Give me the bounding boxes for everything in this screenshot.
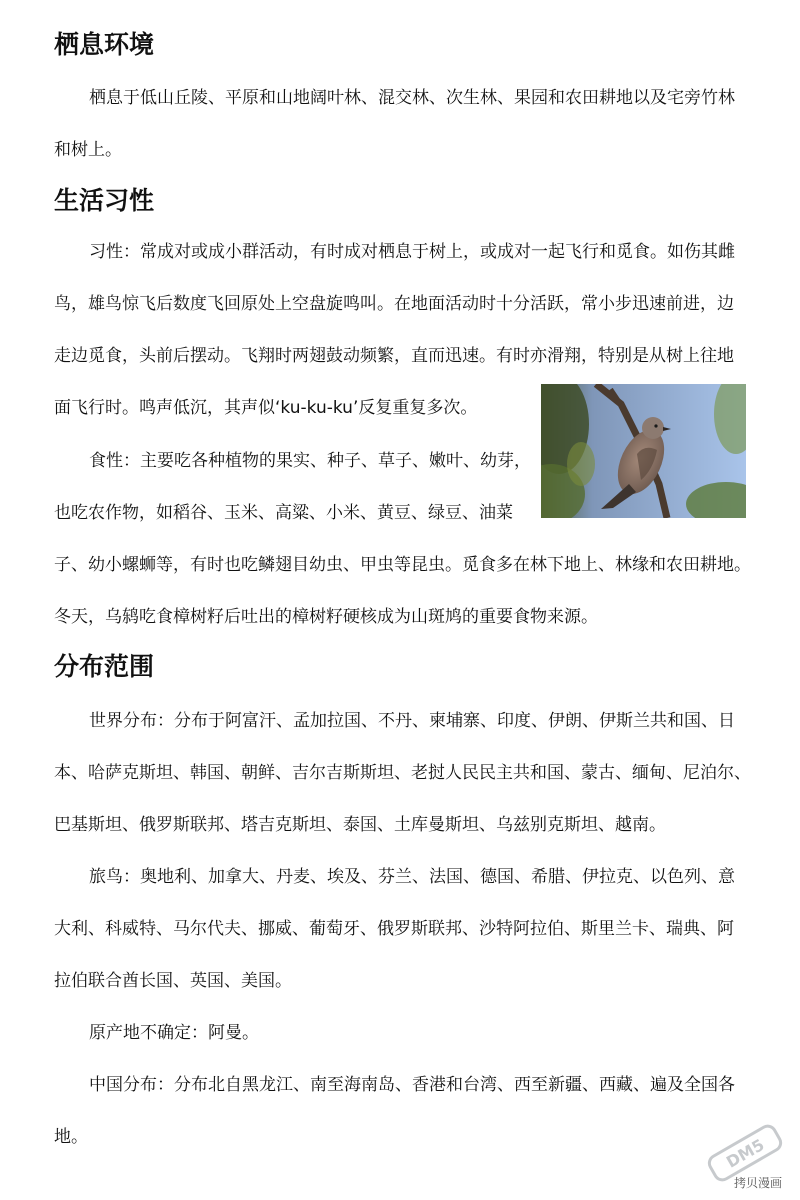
paragraph-line: 和树上。 (54, 140, 122, 160)
svg-text:DM5: DM5 (723, 1135, 768, 1172)
paragraph-line: 也吃农作物，如稻谷、玉米、高粱、小米、黄豆、绿豆、油菜 (54, 503, 513, 523)
heading-habits: 生活习性 (54, 186, 155, 215)
watermark-caption: 拷贝漫画 (734, 1176, 783, 1190)
paragraph-line: 栖息于低山丘陵、平原和山地阔叶林、混交林、次生林、果园和农田耕地以及宅旁竹林 (89, 88, 735, 108)
paragraph-line: 鸟，雄鸟惊飞后数度飞回原处上空盘旋鸣叫。在地面活动时十分活跃，常小步迅速前进，边 (54, 294, 734, 314)
paragraph-line: 面飞行时。鸣声低沉，其声似‘ku-ku-ku’反复重复多次。 (54, 398, 478, 418)
paragraph-line: 拉伯联合酋长国、英国、美国。 (54, 971, 292, 991)
paragraph-line: 旅鸟：奥地利、加拿大、丹麦、埃及、芬兰、法国、德国、希腊、伊拉克、以色列、意 (89, 867, 735, 887)
paragraph-line: 冬天，乌鸫吃食樟树籽后吐出的樟树籽硬核成为山斑鸠的重要食物来源。 (54, 607, 598, 627)
paragraph-line: 大利、科威特、马尔代夫、挪威、葡萄牙、俄罗斯联邦、沙特阿拉伯、斯里兰卡、瑞典、阿 (54, 919, 734, 939)
paragraph-line: 地。 (54, 1127, 88, 1147)
paragraph-line: 中国分布：分布北自黑龙江、南至海南岛、香港和台湾、西至新疆、西藏、遍及全国各 (89, 1075, 735, 1095)
paragraph-line: 本、哈萨克斯坦、韩国、朝鲜、吉尔吉斯斯坦、老挝人民民主共和国、蒙古、缅甸、尼泊尔、 (54, 763, 751, 783)
bird-photo (541, 384, 746, 518)
paragraph-line: 习性：常成对或成小群活动，有时成对栖息于树上，或成对一起飞行和觅食。如伤其雌 (89, 242, 735, 262)
paragraph-line: 原产地不确定：阿曼。 (89, 1023, 259, 1043)
paragraph-line: 食性：主要吃各种植物的果实、种子、草子、嫩叶、幼芽， (89, 451, 531, 471)
heading-habitat: 栖息环境 (54, 30, 155, 59)
paragraph-line: 巴基斯坦、俄罗斯联邦、塔吉克斯坦、泰国、土库曼斯坦、乌兹别克斯坦、越南。 (54, 815, 666, 835)
paragraph-line: 世界分布：分布于阿富汗、孟加拉国、不丹、柬埔寨、印度、伊朗、伊斯兰共和国、日 (89, 711, 735, 731)
paragraph-line: 子、幼小螺蛳等，有时也吃鳞翅目幼虫、甲虫等昆虫。觅食多在林下地上、林缘和农田耕地。 (54, 555, 751, 575)
heading-distribution: 分布范围 (54, 652, 155, 681)
paragraph-line: 走边觅食，头前后摆动。飞翔时两翅鼓动频繁，直而迅速。有时亦滑翔，特别是从树上往地 (54, 346, 734, 366)
